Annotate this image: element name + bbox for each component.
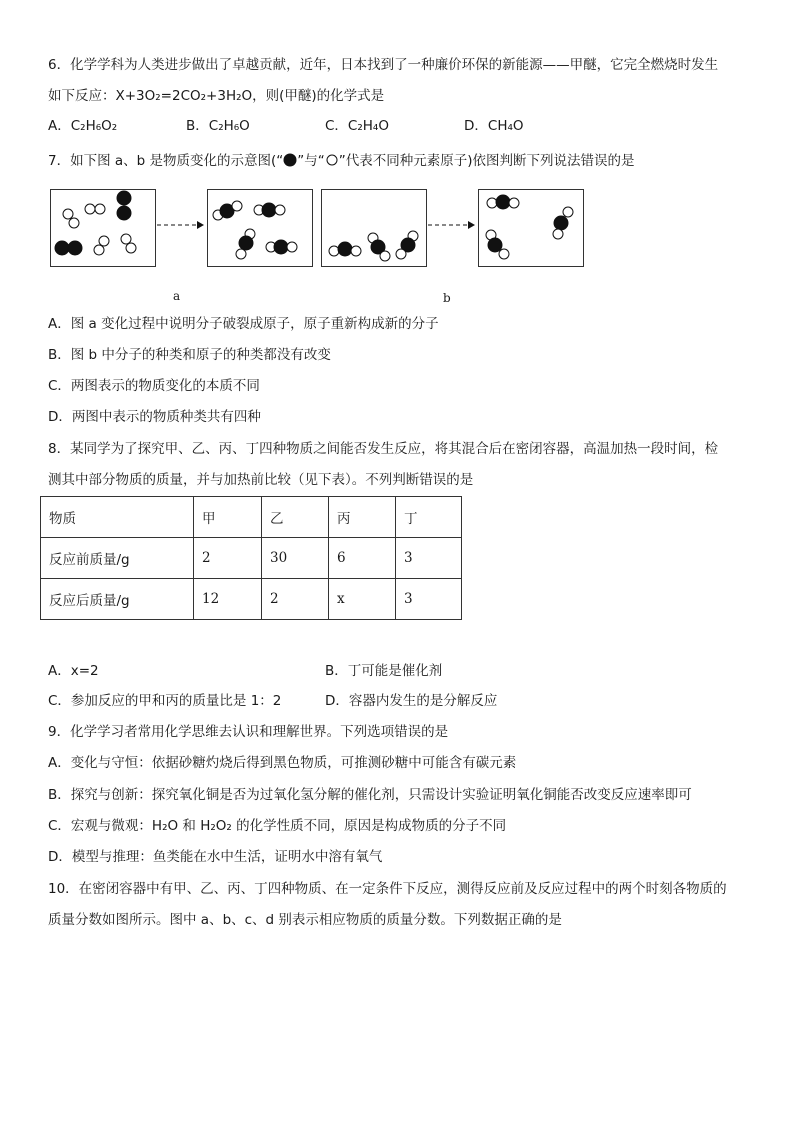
table-cell: 3 — [396, 538, 462, 579]
diagram-a-after-box — [207, 189, 313, 267]
q8-stem-line2: 测其中部分物质的质量，并与加热前比较（见下表）。不列判断错误的是 — [48, 472, 474, 488]
table-cell: x — [329, 579, 396, 620]
q9-option-b: B．探究与创新：探究氧化铜是否为过氧化氢分解的催化剂，只需设计实验证明氧化铜能否改变反应速率即可 — [48, 787, 692, 803]
diagram-b-after-box — [478, 189, 584, 267]
q6-stem-line2: 如下反应：X+3O₂=2CO₂+3H₂O，则(甲醚)的化学式是 — [48, 88, 385, 104]
q8-stem-line1: 8．某同学为了探究甲、乙、丙、丁四种物质之间能否发生反应，将其混合后在密闭容器，高温加热一段时间，检 — [48, 441, 719, 457]
q9-stem: 9．化学学习者常用化学思维去认识和理解世界。下列选项错误的是 — [48, 724, 449, 740]
diagram-a-after-molecules — [208, 190, 312, 266]
table-header-cell: 乙 — [262, 497, 329, 538]
table-cell: 反应前质量/g — [41, 538, 194, 579]
q6-option-b: B．C₂H₆O — [186, 118, 250, 134]
table-cell: 6 — [329, 538, 396, 579]
table-header-cell: 丁 — [396, 497, 462, 538]
table-cell: 3 — [396, 579, 462, 620]
table-header-cell: 丙 — [329, 497, 396, 538]
diagram-a-before-box — [50, 189, 156, 267]
q8-option-c: C．参加反应的甲和丙的质量比是 1：2 — [48, 693, 282, 709]
q8-option-b: B．丁可能是催化剂 — [325, 663, 443, 679]
q6-option-c: C．C₂H₄O — [325, 118, 389, 134]
q8-option-d: D．容器内发生的是分解反应 — [325, 693, 498, 709]
q6-stem-line1: 6．化学学科为人类进步做出了卓越贡献，近年，日本找到了一种廉价环保的新能源——甲醚，它完全燃烧时发生 — [48, 57, 719, 73]
q7-stem-part1: 7．如下图 a、b 是物质变化的示意图(“ — [48, 153, 284, 169]
diagram-label-a: a — [173, 289, 181, 303]
q9-option-a: A．变化与守恒：依据砂糖灼烧后得到黑色物质，可推测砂糖中可能含有碳元素 — [48, 755, 517, 771]
q8-mass-table — [40, 496, 462, 620]
diagram-b-before-box — [321, 189, 427, 267]
table-cell: 12 — [194, 579, 262, 620]
q7-option-b: B．图 b 中分子的种类和原子的种类都没有改变 — [48, 347, 331, 363]
q7-option-c: C．两图表示的物质变化的本质不同 — [48, 378, 260, 394]
table-cell: 2 — [262, 579, 329, 620]
table-header-cell: 甲 — [194, 497, 262, 538]
q7-option-a: A．图 a 变化过程中说明分子破裂成原子，原子重新构成新的分子 — [48, 316, 439, 332]
q7-stem — [48, 152, 635, 170]
white-atom-icon — [325, 153, 339, 167]
diagram-b-after-molecules — [479, 190, 583, 266]
q6-option-a: A．C₂H₆O₂ — [48, 118, 118, 134]
q9-option-c: C．宏观与微观：H₂O 和 H₂O₂ 的化学性质不同，原因是构成物质的分子不同 — [48, 818, 507, 834]
black-atom-icon — [283, 153, 297, 167]
q8-option-a: A．x=2 — [48, 663, 99, 679]
arrow-b-icon — [426, 218, 476, 232]
arrow-a-icon — [155, 218, 205, 232]
table-header-cell: 物质 — [41, 497, 194, 538]
q10-stem-line2: 质量分数如图所示。图中 a、b、c、d 别表示相应物质的质量分数。下列数据正确的是 — [48, 912, 562, 928]
q7-stem-part3: ”代表不同种元素原子)依图判断下列说法错误的是 — [338, 153, 635, 169]
table-header-row — [41, 497, 462, 538]
q9-option-d: D．模型与推理：鱼类能在水中生活，证明水中溶有氧气 — [48, 849, 383, 865]
table-cell: 反应后质量/g — [41, 579, 194, 620]
diagram-a-before-molecules — [51, 190, 155, 266]
q6-option-d: D．CH₄O — [464, 118, 524, 134]
table-row — [41, 538, 462, 579]
q7-stem-part2: ”与“ — [297, 153, 325, 169]
q10-stem-line1: 10．在密闭容器中有甲、乙、丙、丁四种物质、在一定条件下反应，测得反应前及反应过程中的两个时刻各物质的 — [48, 881, 727, 897]
table-cell: 30 — [262, 538, 329, 579]
table-row — [41, 579, 462, 620]
table-cell: 2 — [194, 538, 262, 579]
diagram-b-before-molecules — [322, 190, 426, 266]
q7-option-d: D．两图中表示的物质种类共有四种 — [48, 409, 261, 425]
diagram-label-b: b — [443, 291, 451, 305]
